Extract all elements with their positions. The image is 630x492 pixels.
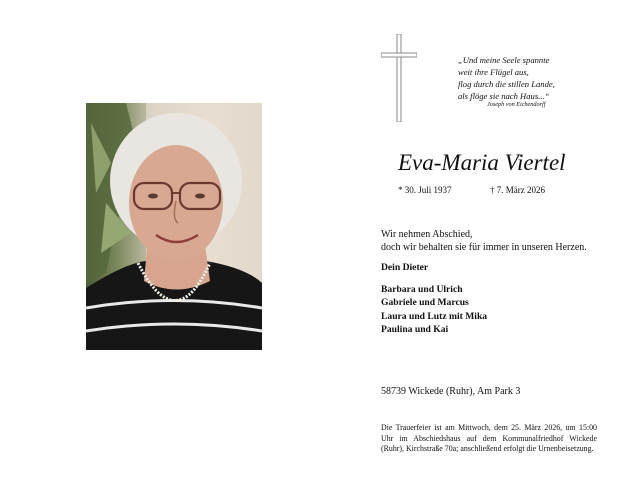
mourner-family: Gabriele und Marcus bbox=[381, 297, 469, 309]
mourner-family: Paulina und Kai bbox=[381, 324, 449, 336]
quote-line: „Und meine Seele spannte bbox=[458, 55, 550, 65]
portrait-photo bbox=[86, 103, 262, 350]
farewell-line: doch wir behalten sie für immer in unseren Herzen. bbox=[381, 241, 587, 253]
quote-line: als flöge sie nach Haus...“ bbox=[458, 91, 550, 101]
spouse-name: Dein Dieter bbox=[381, 262, 429, 273]
quote-line: flog durch die stillen Lande, bbox=[458, 79, 555, 89]
quote-author: Joseph von Eichendorff bbox=[487, 101, 546, 108]
cross-icon bbox=[381, 34, 417, 122]
address: 58739 Wickede (Ruhr), Am Park 3 bbox=[381, 386, 521, 397]
farewell-line: Wir nehmen Abschied, bbox=[381, 229, 473, 240]
deceased-name: Eva-Maria Viertel bbox=[398, 150, 566, 175]
birth-date: * 30. Juli 1937 bbox=[398, 185, 452, 195]
quote bbox=[458, 54, 608, 102]
quote-line: weit ihre Flügel aus, bbox=[458, 67, 529, 77]
farewell-text bbox=[381, 229, 587, 254]
mourner-family: Laura und Lutz mit Mika bbox=[381, 310, 488, 322]
mourner-family: Barbara und Ulrich bbox=[381, 283, 463, 295]
mourners-list bbox=[381, 261, 487, 337]
service-notice: Die Trauerfeier ist am Mittwoch, dem 25. März 2026, um 15:00 Uhr im Abschiedshaus auf dem Kommunalfriedhof Wickede (Ruhr), Kirchstraße 70a; anschließend erfolgt die Urnenbeisetzung. bbox=[381, 423, 597, 454]
death-date: † 7. März 2026 bbox=[490, 185, 545, 195]
